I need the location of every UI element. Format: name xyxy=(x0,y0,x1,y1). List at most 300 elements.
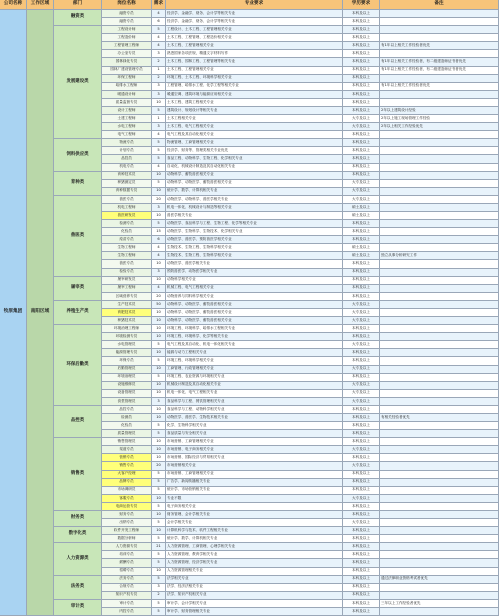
header-company: 公司名称 xyxy=(0,0,27,10)
job-title-cell: 品牌专员 xyxy=(102,479,152,487)
headcount-cell: 10 xyxy=(152,188,166,196)
major-requirement-cell: 广告学、新闻传播相关专业 xyxy=(166,479,343,487)
remark-cell xyxy=(380,317,499,325)
remark-cell xyxy=(380,446,499,454)
remark-cell xyxy=(380,462,499,470)
headcount-cell: 10 xyxy=(152,495,166,503)
headcount-cell: 10 xyxy=(152,212,166,220)
education-cell: 本科及以上 xyxy=(343,357,380,365)
job-title-cell: 屠宰工程师 xyxy=(102,285,152,293)
headcount-cell: 10 xyxy=(152,446,166,454)
job-title-cell: 质量管理员 xyxy=(102,430,152,438)
major-requirement-cell: 动物医学、生物科学、生物技术、化学相关专业 xyxy=(166,228,343,236)
job-title-cell: 育种数据专员 xyxy=(102,188,152,196)
major-requirement-cell: 动物科学、动物医学、畜牧兽医相关专业 xyxy=(166,301,343,309)
remark-cell xyxy=(380,309,499,317)
remark-cell xyxy=(380,398,499,406)
major-requirement-cell: 市场营销、国际经济与贸易相关专业 xyxy=(166,454,343,462)
remark-cell xyxy=(380,608,499,616)
header-major: 专业要求 xyxy=(166,0,343,10)
department-cell: 品控类 xyxy=(54,406,102,438)
major-requirement-cell: 环境工程、环境科学、化学等相关专业 xyxy=(166,333,343,341)
major-requirement-cell: 食品科学与工程、动物科学相关专业 xyxy=(166,406,343,414)
education-cell: 本科及以上 xyxy=(343,50,380,58)
remark-cell: 通过法律职业资格考试者优先 xyxy=(380,576,499,584)
headcount-cell: 5 xyxy=(152,519,166,527)
major-requirement-cell: 土木工程、电气工程相关专业 xyxy=(166,123,343,131)
job-title-cell: 种猪测定员 xyxy=(102,180,152,188)
remark-cell xyxy=(380,406,499,414)
education-cell: 本科及以上 xyxy=(343,155,380,163)
headcount-cell: 10 xyxy=(152,99,166,107)
remark-cell xyxy=(380,91,499,99)
remark-cell xyxy=(380,543,499,551)
remark-cell xyxy=(380,220,499,228)
job-title-cell: 工程管理工程师 xyxy=(102,42,152,50)
education-cell: 本科及以上 xyxy=(343,67,380,75)
headcount-cell: 20 xyxy=(152,293,166,301)
headcount-cell: 5 xyxy=(152,479,166,487)
education-cell: 本科及以上 xyxy=(343,285,380,293)
headcount-cell: 10 xyxy=(152,438,166,446)
major-requirement-cell: 统计学、市场营销相关专业 xyxy=(166,487,343,495)
remark-cell: 2年以上施工现场管理工作经验 xyxy=(380,115,499,123)
education-cell: 本科及以上 xyxy=(343,479,380,487)
education-cell: 大专及以上 xyxy=(343,301,380,309)
job-title-cell: 合规专员 xyxy=(102,584,152,592)
headcount-cell: 5 xyxy=(152,155,166,163)
education-cell: 本科及以上 xyxy=(343,576,380,584)
major-requirement-cell: 食品质量与安全相关专业 xyxy=(166,430,343,438)
major-requirement-cell: 物流管理、工商管理相关专业 xyxy=(166,139,343,147)
job-title-cell: 设施维修员 xyxy=(102,382,152,390)
remark-cell xyxy=(380,592,499,600)
education-cell: 本科及以上 xyxy=(343,608,380,616)
education-cell: 本科及以上 xyxy=(343,430,380,438)
department-cell: 销售类 xyxy=(54,438,102,511)
remark-cell xyxy=(380,147,499,155)
remark-cell: 有1年以上相关工作经验者，有二级建造师证书者优先 xyxy=(380,67,499,75)
headcount-cell: 10 xyxy=(152,333,166,341)
education-cell: 大专及以上 xyxy=(343,390,380,398)
department-cell: 人力资源类 xyxy=(54,543,102,575)
job-title-cell: 财务专员 xyxy=(102,511,152,519)
major-requirement-cell: 动物医学、兽医学相关专业 xyxy=(166,260,343,268)
major-requirement-cell: 环境工程、土木工程、环境科学相关专业 xyxy=(166,75,343,83)
major-requirement-cell: 市场营销、电子商务相关专业 xyxy=(166,446,343,454)
education-cell: 本科及以上 xyxy=(343,139,380,147)
headcount-cell: 10 xyxy=(152,325,166,333)
job-title-cell: 工程设计师 xyxy=(102,26,152,34)
education-cell: 本科及以上 xyxy=(343,147,380,155)
headcount-cell: 10 xyxy=(152,511,166,519)
job-title-cell: 融资专员 xyxy=(102,18,152,26)
department-cell: 环保后勤类 xyxy=(54,325,102,406)
remark-cell xyxy=(380,26,499,34)
remark-cell xyxy=(380,527,499,535)
remark-cell xyxy=(380,236,499,244)
education-cell: 本科及以上 xyxy=(343,269,380,277)
job-title-cell: 融资专员 xyxy=(102,10,152,18)
headcount-cell: 5 xyxy=(152,608,166,616)
department-cell: 发展建设类 xyxy=(54,26,102,139)
major-requirement-cell: 法学、知识产权相关专业 xyxy=(166,592,343,600)
major-requirement-cell: 动物医学、动物科学、兽医学相关专业 xyxy=(166,196,343,204)
remark-cell xyxy=(380,374,499,382)
education-cell: 大专及以上 xyxy=(343,341,380,349)
job-title-cell: 水电工程师 xyxy=(102,123,152,131)
education-cell: 大专及以上 xyxy=(343,188,380,196)
remark-cell xyxy=(380,503,499,511)
headcount-cell: 10 xyxy=(152,406,166,414)
major-requirement-cell: 法学、经济法相关专业 xyxy=(166,584,343,592)
job-title-cell: 兽医专员 xyxy=(102,196,152,204)
job-title-cell: 屠宰研发员 xyxy=(102,277,152,285)
job-title-cell: 招聘专员 xyxy=(102,568,152,576)
department-cell: 融资类 xyxy=(54,10,102,26)
job-title-cell: 兽医研发员 xyxy=(102,212,152,220)
remark-cell xyxy=(380,366,499,374)
job-title-cell: 机电专员 xyxy=(102,164,152,172)
education-cell: 本科及以上 xyxy=(343,414,380,422)
remark-cell xyxy=(380,341,499,349)
headcount-cell: 20 xyxy=(152,462,166,470)
remark-cell xyxy=(380,357,499,365)
department-cell: 饲料供应类 xyxy=(54,139,102,171)
headcount-cell: 5 xyxy=(152,220,166,228)
education-cell: 本科及以上 xyxy=(343,422,380,430)
headcount-cell: 10 xyxy=(152,309,166,317)
job-title-cell: 品控员 xyxy=(102,155,152,163)
major-requirement-cell: 动物科学、动物医学、畜牧兽医相关专业 xyxy=(166,180,343,188)
job-title-cell: 生物工程师 xyxy=(102,244,152,252)
headcount-cell: 21 xyxy=(152,543,166,551)
education-cell: 本科及以上 xyxy=(343,99,380,107)
major-requirement-cell: 机电一体化、电气工程相关专业 xyxy=(166,390,343,398)
remark-cell xyxy=(380,454,499,462)
major-requirement-cell: 人力资源管理、工商管理、心理学相关专业 xyxy=(166,543,343,551)
headcount-cell: 15 xyxy=(152,228,166,236)
job-title-cell: 暖通设计师 xyxy=(102,91,152,99)
remark-cell: 2年以上建筑设计经验 xyxy=(380,107,499,115)
headcount-cell: 3 xyxy=(152,123,166,131)
education-cell: 大专及以上 xyxy=(343,123,380,131)
job-title-cell: 环保专员 xyxy=(102,357,152,365)
job-title-cell: 物流专员 xyxy=(102,139,152,147)
remark-cell xyxy=(380,212,499,220)
headcount-cell: 3 xyxy=(152,269,166,277)
education-cell: 本科及以上 xyxy=(343,228,380,236)
education-cell: 本科及以上 xyxy=(343,551,380,559)
headcount-cell: 3 xyxy=(152,91,166,99)
major-requirement-cell: 食品工程、动物科学、生物工程、化学相关专业 xyxy=(166,155,343,163)
education-cell: 本科及以上 xyxy=(343,568,380,576)
major-requirement-cell: 食品科学与工程、餐饮管理相关专业 xyxy=(166,398,343,406)
education-cell: 本科及以上 xyxy=(343,26,380,34)
department-cell: 养殖生产类 xyxy=(54,301,102,325)
major-requirement-cell: 统计学、数学、计算机相关专业 xyxy=(166,188,343,196)
headcount-cell: 6 xyxy=(152,236,166,244)
major-requirement-cell: 预防兽医学、动物医学相关专业 xyxy=(166,269,343,277)
job-title-cell: 营销专员 xyxy=(102,454,152,462)
major-requirement-cell: 土木工程、工程管理相关专业 xyxy=(166,42,343,50)
education-cell: 本科及以上 xyxy=(343,471,380,479)
major-requirement-cell: 审计学、财务管理相关专业 xyxy=(166,608,343,616)
major-requirement-cell: 动物营养与饲料科学相关专业 xyxy=(166,293,343,301)
job-title-cell: 薪酬专员 xyxy=(102,559,152,567)
headcount-cell: 5 xyxy=(152,422,166,430)
remark-cell xyxy=(380,285,499,293)
remark-cell xyxy=(380,390,499,398)
headcount-cell: 3 xyxy=(152,204,166,212)
education-cell: 本科及以上 xyxy=(343,454,380,462)
remark-cell xyxy=(380,349,499,357)
major-requirement-cell: 兽医学相关专业 xyxy=(166,212,343,220)
headcount-cell: 4 xyxy=(152,131,166,139)
headcount-cell: 1 xyxy=(152,115,166,123)
job-title-cell: 环境治理工程师 xyxy=(102,325,152,333)
remark-cell xyxy=(380,471,499,479)
education-cell: 硕士及以上 xyxy=(343,244,380,252)
headcount-cell: 10 xyxy=(152,527,166,535)
job-title-cell: 育肥技术员 xyxy=(102,309,152,317)
header-note: 备注 xyxy=(380,0,499,10)
headcount-cell: 3 xyxy=(152,83,166,91)
education-cell: 大专及以上 xyxy=(343,196,380,204)
education-cell: 本科及以上 xyxy=(343,333,380,341)
headcount-cell: 5 xyxy=(152,341,166,349)
headcount-cell: 10 xyxy=(152,317,166,325)
education-cell: 本科及以上 xyxy=(343,406,380,414)
remark-cell: 三年以上工作经验者优先 xyxy=(380,600,499,608)
education-cell: 本科及以上 xyxy=(343,600,380,608)
work-region-cell: 南阳区域 xyxy=(27,10,54,616)
major-requirement-cell: 会计学相关专业 xyxy=(166,519,343,527)
major-requirement-cell: 化学、生物科学相关专业 xyxy=(166,422,343,430)
major-requirement-cell: 动物医学、兽医学、生物技术相关专业 xyxy=(166,414,343,422)
major-requirement-cell: 熟悉国家各项法规，精通文字材料写作 xyxy=(166,50,343,58)
job-title-cell: 市场调研员 xyxy=(102,487,152,495)
department-cell: 屠宰类 xyxy=(54,277,102,301)
major-requirement-cell: 工程设计、土木工程、工程管理相关专业 xyxy=(166,26,343,34)
remark-cell: 有1年以上相关工作经验者优先 xyxy=(380,42,499,50)
department-cell: 法务类 xyxy=(54,576,102,600)
job-title-cell: 工程造价师 xyxy=(102,34,152,42)
header-department: 部门 xyxy=(54,0,102,10)
job-title-cell: 大客户经理 xyxy=(102,471,152,479)
education-cell: 本科及以上 xyxy=(343,10,380,18)
headcount-cell: 2 xyxy=(152,58,166,66)
education-cell: 本科及以上 xyxy=(343,487,380,495)
major-requirement-cell: 生物技术、生物工程、生物科学相关专业 xyxy=(166,244,343,252)
department-cell: 审计类 xyxy=(54,600,102,616)
job-title-cell: 软件开发工程师 xyxy=(102,527,152,535)
headcount-cell: 3 xyxy=(152,398,166,406)
education-cell: 大专及以上 xyxy=(343,366,380,374)
remark-cell xyxy=(380,180,499,188)
headcount-cell: 10 xyxy=(152,260,166,268)
job-title-cell: 区域营养专员 xyxy=(102,293,152,301)
major-requirement-cell: 机电一体化、机械设计与制造等相关专业 xyxy=(166,204,343,212)
company-name-cell: 牧原集团 xyxy=(0,10,27,616)
remark-cell xyxy=(380,519,499,527)
major-requirement-cell: 经济学、金融学、财务、会计学等相关专业 xyxy=(166,18,343,26)
job-title-cell: 水电管理员 xyxy=(102,341,152,349)
job-title-cell: 疫苗专员 xyxy=(102,236,152,244)
job-title-cell: 渠道专员 xyxy=(102,446,152,454)
remark-cell xyxy=(380,155,499,163)
headcount-cell: 5 xyxy=(152,180,166,188)
major-requirement-cell: 机械工程、电气工程相关专业 xyxy=(166,285,343,293)
headcount-cell: 5 xyxy=(152,374,166,382)
job-title-cell: 化验员 xyxy=(102,228,152,236)
education-cell: 本科及以上 xyxy=(343,91,380,99)
headcount-cell: 5 xyxy=(152,26,166,34)
major-requirement-cell: 土木工程、工程管理相关专业 xyxy=(166,67,343,75)
remark-cell xyxy=(380,244,499,252)
department-cell: 兽医类 xyxy=(54,196,102,277)
major-requirement-cell: 动物科学、动物医学、畜牧兽医相关专业 xyxy=(166,309,343,317)
headcount-cell: 1 xyxy=(152,67,166,75)
headcount-cell: 4 xyxy=(152,34,166,42)
job-title-cell: 计划专员 xyxy=(102,147,152,155)
job-title-cell: 机电工程师 xyxy=(102,204,152,212)
remark-cell: 有1年以上相关工作经验者优先 xyxy=(380,83,499,91)
job-title-cell: 人力资源专员 xyxy=(102,543,152,551)
remark-cell xyxy=(380,535,499,543)
remark-cell xyxy=(380,487,499,495)
remark-cell xyxy=(380,422,499,430)
headcount-cell: 5 xyxy=(152,503,166,511)
remark-cell: 有相关经验者优先 xyxy=(380,414,499,422)
major-requirement-cell: 环境工程、环境科学、给排水工程相关专业 xyxy=(166,325,343,333)
department-cell: 育种类 xyxy=(54,172,102,196)
job-title-cell: 食堂管理员 xyxy=(102,398,152,406)
job-title-cell: 土建工程师 xyxy=(102,115,152,123)
headcount-cell: 10 xyxy=(152,414,166,422)
education-cell: 本科及以上 xyxy=(343,511,380,519)
education-cell: 本科及以上 xyxy=(343,236,380,244)
job-title-cell: 环保工程师 xyxy=(102,75,152,83)
education-cell: 本科及以上 xyxy=(343,75,380,83)
remark-cell xyxy=(380,479,499,487)
major-requirement-cell: 土木工程、建筑工程相关专业 xyxy=(166,99,343,107)
major-requirement-cell: 暖通空调、建筑环境与能源应用相关专业 xyxy=(166,91,343,99)
headcount-cell: 3 xyxy=(152,50,166,58)
job-title-cell: 生产技术员 xyxy=(102,301,152,309)
headcount-cell: 10 xyxy=(152,349,166,357)
major-requirement-cell: 经济学、金融学、财务、会计学等相关专业 xyxy=(166,10,343,18)
remark-cell xyxy=(380,34,499,42)
education-cell: 本科及以上 xyxy=(343,535,380,543)
education-cell: 本科及以上 xyxy=(343,527,380,535)
remark-cell xyxy=(380,50,499,58)
job-title-cell: 给排水工程师 xyxy=(102,83,152,91)
education-cell: 本科及以上 xyxy=(343,83,380,91)
education-cell: 本科及以上 xyxy=(343,559,380,567)
major-requirement-cell: 经济学、财务等、管理类相关专业优先 xyxy=(166,147,343,155)
education-cell: 本科及以上 xyxy=(343,438,380,446)
remark-cell xyxy=(380,172,499,180)
remark-cell xyxy=(380,293,499,301)
job-title-cell: 能源管理专员 xyxy=(102,349,152,357)
headcount-cell: 4 xyxy=(152,10,166,18)
major-requirement-cell: 市场营销、工商管理相关专业 xyxy=(166,438,343,446)
education-cell: 本科及以上 xyxy=(343,277,380,285)
education-cell: 大专及以上 xyxy=(343,495,380,503)
job-title-cell: 园林厂建设管理专员 xyxy=(102,67,152,75)
headcount-cell: 5 xyxy=(152,600,166,608)
education-cell: 硕士及以上 xyxy=(343,212,380,220)
job-title-cell: 检测专员 xyxy=(102,220,152,228)
remark-cell xyxy=(380,10,499,18)
education-cell: 本科及以上 xyxy=(343,260,380,268)
job-title-cell: 质量监督专员 xyxy=(102,99,152,107)
job-title-cell: 设计工程师 xyxy=(102,107,152,115)
education-cell: 大专及以上 xyxy=(343,309,380,317)
headcount-cell: 4 xyxy=(152,244,166,252)
education-cell: 硕士及以上 xyxy=(343,204,380,212)
remark-cell xyxy=(380,188,499,196)
major-requirement-cell: 电气工程及其自动化、机电一体化相关专业 xyxy=(166,341,343,349)
headcount-cell: 4 xyxy=(152,164,166,172)
remark-cell xyxy=(380,260,499,268)
education-cell: 硕士及以上 xyxy=(343,252,380,260)
education-cell: 本科及以上 xyxy=(343,18,380,26)
major-requirement-cell: 土木工程相关专业 xyxy=(166,115,343,123)
major-requirement-cell: 人力资源管理、教育学相关专业 xyxy=(166,551,343,559)
job-title-cell: 出纳专员 xyxy=(102,519,152,527)
education-cell: 本科及以上 xyxy=(343,349,380,357)
education-cell: 本科及以上 xyxy=(343,325,380,333)
job-title-cell: 电商运营专员 xyxy=(102,503,152,511)
headcount-cell: 3 xyxy=(152,584,166,592)
education-cell: 大专及以上 xyxy=(343,317,380,325)
education-cell: 本科及以上 xyxy=(343,34,380,42)
headcount-cell: 2 xyxy=(152,592,166,600)
education-cell: 大专及以上 xyxy=(343,446,380,454)
headcount-cell: 10 xyxy=(152,172,166,180)
remark-cell xyxy=(380,430,499,438)
education-cell: 本科及以上 xyxy=(343,131,380,139)
major-requirement-cell: 环境工程、农业资源与环境相关专业 xyxy=(166,374,343,382)
job-title-cell: 化验员 xyxy=(102,422,152,430)
headcount-cell: 5 xyxy=(152,147,166,155)
job-title-cell: 内控专员 xyxy=(102,608,152,616)
education-cell: 大专及以上 xyxy=(343,519,380,527)
education-cell: 本科及以上 xyxy=(343,374,380,382)
major-requirement-cell: 专业不限 xyxy=(166,495,343,503)
education-cell: 大专及以上 xyxy=(343,180,380,188)
major-requirement-cell: 动物医学、食品科学与工程、生物工程、化学等相关专业 xyxy=(166,220,343,228)
remark-cell xyxy=(380,99,499,107)
job-title-cell: 兽医专员 xyxy=(102,260,152,268)
remark-cell xyxy=(380,438,499,446)
headcount-cell: 2 xyxy=(152,75,166,83)
remark-cell xyxy=(380,551,499,559)
header-job: 岗位名称 xyxy=(102,0,152,10)
remark-cell xyxy=(380,269,499,277)
major-requirement-cell: 人力资源管理相关专业 xyxy=(166,568,343,576)
remark-cell xyxy=(380,131,499,139)
remark-cell xyxy=(380,164,499,172)
major-requirement-cell: 电气工程及其自动化相关专业 xyxy=(166,131,343,139)
remark-cell xyxy=(380,333,499,341)
headcount-cell: 5 xyxy=(152,139,166,147)
headcount-cell: 5 xyxy=(152,487,166,495)
remark-cell: 独立从事分析研究工作 xyxy=(380,252,499,260)
remark-cell xyxy=(380,196,499,204)
